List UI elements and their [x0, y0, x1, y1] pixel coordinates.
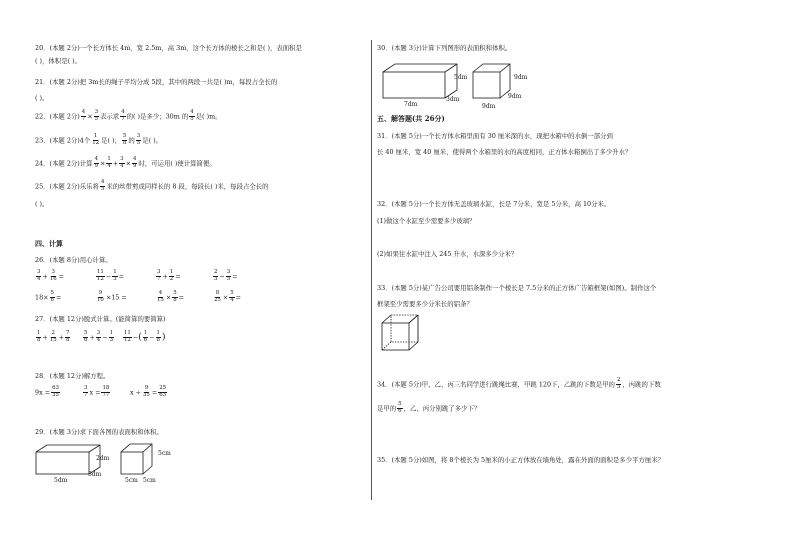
section-4-title: 四、计算 [35, 239, 63, 248]
q35-line1: 35．(本题 5分)如图，将 8个棱长为 5厘米的小正方体放在墙角处，露在外面的面积是多少平方厘米？ [377, 456, 665, 464]
q32-line1: 32．(本题 5分)一个长方体无盖玻璃水缸，长是 7分米，宽是 5分米，高 10分米。 [377, 200, 611, 208]
q26-item-3: $\frac{3}{7}$ + $\frac{1}{2}$ = [157, 269, 181, 282]
q21-line1: 21．(本题 2分)把 3m长的绳子平均分成 5段，其中的两段一共是( )m，每段占全长的 [35, 78, 278, 86]
q31-line2: 长 40 厘米，宽 40 厘米，使得两个水箱里的水的高度相同，正方体水箱倒出了多少升水？ [377, 148, 632, 156]
q26-item-1: $\frac{3}{4}$ + $\frac{3}{16}$ = [37, 269, 65, 282]
q29-box1-height: 2dm [96, 455, 110, 462]
q29-box2-width: 5cm [143, 477, 156, 484]
q30-box1-length: 7dm [404, 101, 418, 108]
q21-line2: ( )。 [35, 94, 49, 102]
q26-item-7: $\frac{4}{15}$ × $\frac{5}{8}$ = [157, 290, 185, 303]
q27-expr-2: $\frac{5}{6}$ + $\frac{3}{4}$ − $\frac{1}{3}$ [84, 330, 114, 343]
q31-line1: 31．(本题 5分)一个长方体水箱里面有 30 厘米深的水，现把水箱中的水倒一部分到 [377, 132, 613, 140]
q26-item-8: $\frac{8}{25}$ × $\frac{5}{4}$ = [214, 290, 242, 303]
q30-box2-height: 9dm [514, 74, 528, 81]
q30-title: 30．(本题 3分)计算下列图形的表面积和体积。 [377, 44, 512, 52]
q25-line1: 25．(本题 2分)乐乐将 $\frac{4}{5}$ 米的丝带剪成同样长的 8 段，每段长( )米，每段占全长的 [35, 179, 269, 192]
q29-box1-width: 3dm [88, 471, 102, 478]
column-divider [371, 40, 372, 500]
q30-figures [378, 58, 528, 110]
q30-box1-width: 3dm [446, 96, 460, 103]
q20-line1: 20．(本题 2分)一个长方体长 4m，宽 2.5m，高 3m，这个长方体的棱长之和是( )，表面积是 [35, 44, 302, 52]
q22: 22．(本题 2分) $\frac{4}{7}$ × $\frac{3}{5}$ 表示求 $\frac{4}{7}$ 的( )是多少；30m 的 $\frac{4}{5}$ 是( )m。 [35, 109, 222, 122]
q28-equation-2: $\frac{3}{7}$ x = $\frac{18}{77}$ [84, 385, 110, 398]
q27-title: 27．(本题 12分)脱式计算。(能简算的要简算) [35, 315, 166, 323]
q34-line2: 是甲的 $\frac{5}{6}$ ，乙、丙分别跳了多少下？ [377, 401, 481, 414]
q28-equation-3: x ÷ $\frac{9}{35}$ = $\frac{25}{63}$ [130, 385, 167, 398]
q30-box2-width: 9dm [508, 93, 522, 100]
q34-line1: 34．(本题 5分)甲、乙、丙三名同学进行跳绳比赛，甲跳 120下，乙跳的下数是甲的 $\frac{2}{3}$ ，丙跳的下数 [377, 377, 661, 390]
q28-title: 28．(本题 12分)解方程。 [35, 372, 110, 380]
q29-box2-length: 5cm [125, 477, 138, 484]
q20-line2: ( )，体积是( )。 [35, 57, 81, 65]
q32-sub1: (1)做这个水缸至少需要多少玻璃？ [377, 217, 476, 225]
q26-title: 26．(本题 8分)用心计算。 [35, 256, 112, 264]
section-5-title: 五、解答题(共 26分) [377, 114, 445, 123]
q29-cube-figure [115, 440, 185, 485]
q29-box2-height: 5cm [158, 450, 171, 457]
q29-title: 29．(本题 3分)求下面各图的表面积和体积。 [35, 428, 163, 436]
q33-line2: 框架至少需要多少分米长的铝条？ [377, 300, 473, 308]
q30-box1-height: 5dm [454, 74, 468, 81]
q32-sub2: (2)如果往水缸中注入 245 升水，水深多少分米？ [377, 250, 518, 258]
q26-item-4: $\frac{2}{3}$ − $\frac{3}{5}$ = [214, 269, 238, 282]
q24: 24．(本题 2分)计算 $\frac{4}{9}$ × $\frac{1}{4}$ + $\frac{3}{4}$ × $\frac{4}{9}$ 时，可运用( )使计算简便。 [35, 156, 216, 169]
q27-expr-1: $\frac{1}{8}$ + $\frac{2}{15}$ + $\frac{7}{8}$ [37, 330, 70, 343]
q27-expr-3: $\frac{11}{12}$ −( $\frac{1}{6}$ − $\frac{1}{8}$ ) [124, 330, 166, 343]
q30-box2-length: 9dm [482, 103, 496, 110]
q28-equation-1: 9x = $\frac{63}{35}$ [35, 385, 59, 398]
q26-item-2: $\frac{11}{12}$ − $\frac{1}{3}$ = [97, 269, 125, 282]
q25-line2: ( )。 [35, 200, 49, 208]
q29-box1-length: 5dm [54, 477, 68, 484]
q33-line1: 33．(本题 5分)某广告公司要用铝条制作一个棱长是 7.5分米的正方体广告箱框架(如图)。制作这个 [377, 284, 657, 292]
q23: 23．(本题 2分)4个 $\frac{1}{12}$ 是( )， $\frac{5}{8}$ 的 $\frac{3}{5}$ 是( )。 [35, 133, 162, 146]
q26-item-6: $\frac{9}{10}$ ×15 = [97, 290, 127, 303]
q26-item-5: 18× $\frac{5}{6}$ = [35, 290, 62, 303]
q33-cube-frame-figure [378, 312, 423, 354]
